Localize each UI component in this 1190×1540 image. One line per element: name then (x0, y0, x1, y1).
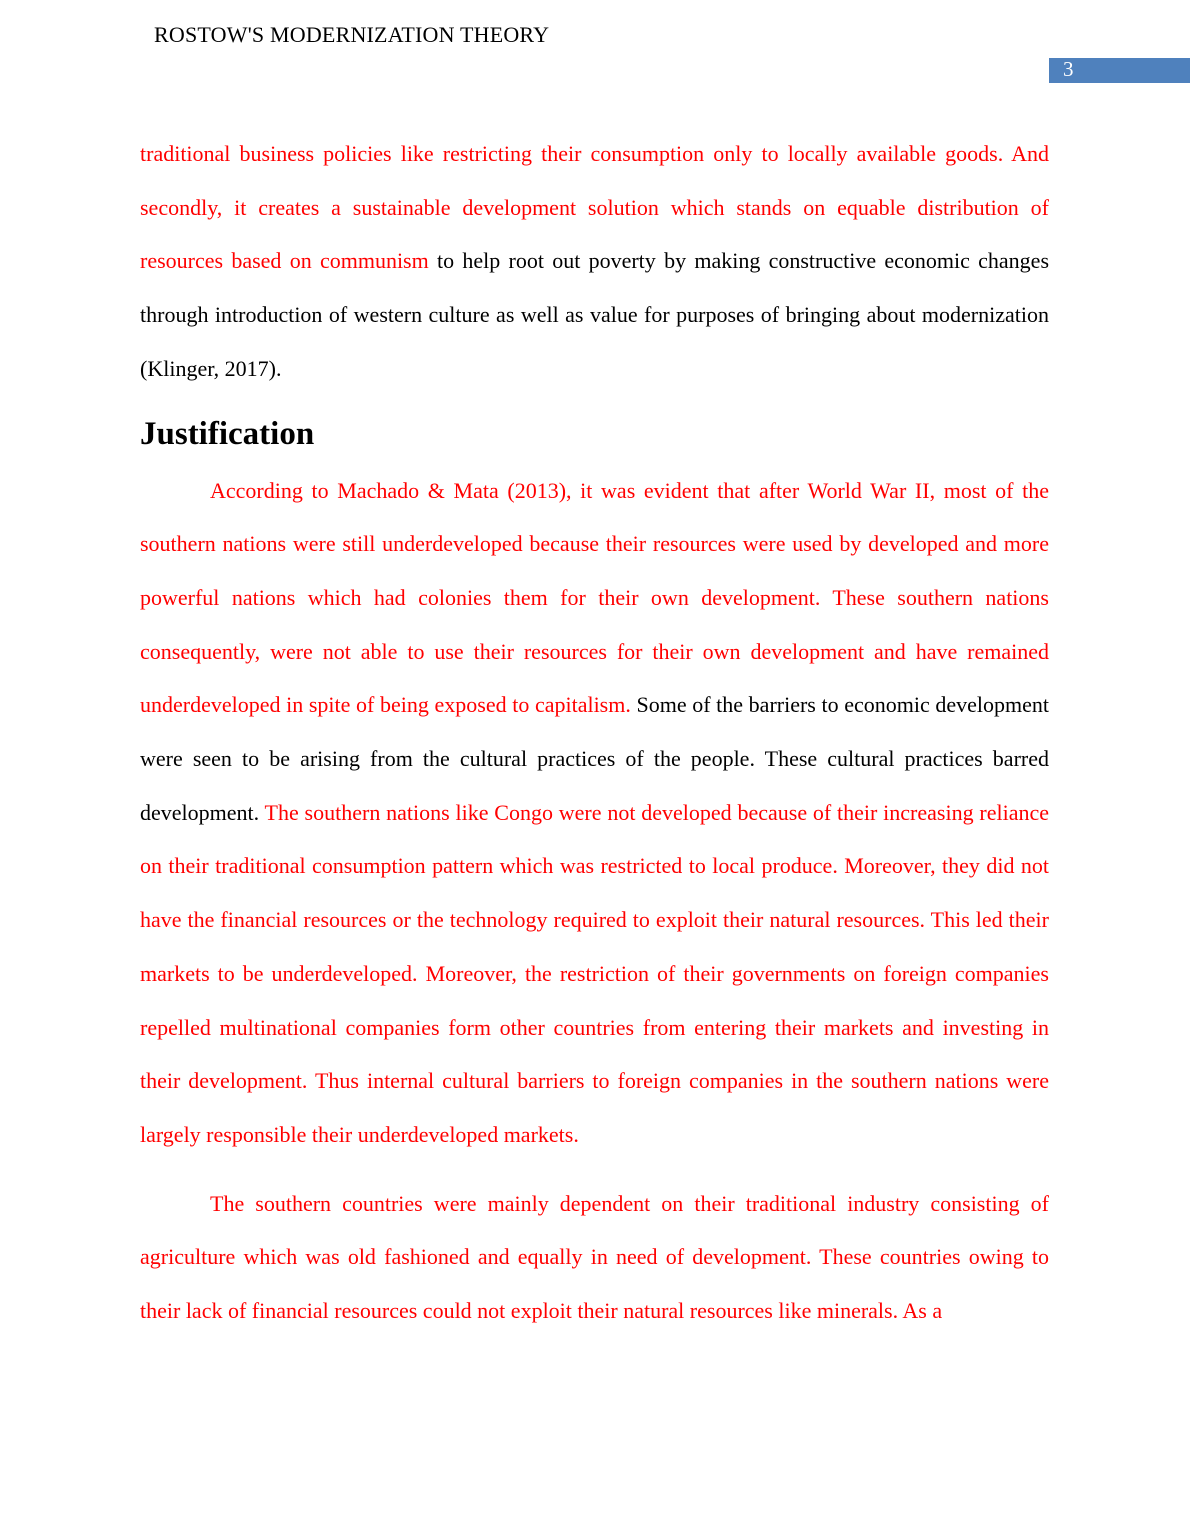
page-number-badge (1049, 58, 1190, 83)
running-head: ROSTOW'S MODERNIZATION THEORY (154, 22, 550, 47)
highlighted-text: According to Machado & Mata (2013), it was evident that after World War II, most of the southern nations were still underdeveloped because their resources were used by developed and more powerful nations which had colonies them for their own development. These southern nations consequently, were not able to use their resources for their own development and have remained underdeveloped in spite of being exposed to capitalism. (140, 477, 1049, 718)
page-number: 3 (1063, 57, 1074, 81)
paragraph-southern-countries (140, 1177, 1049, 1338)
body-text: to help root out poverty by making constructive economic changes through introduction of western culture as well as value for purposes of bringing about modernization (Klinger, 2017). (140, 248, 1050, 381)
document-body (140, 127, 1049, 1338)
highlighted-text: traditional business policies like restricting their consumption only to locally available goods. And secondly, it creates a sustainable development solution which stands on equable distribution of resources based on communism (140, 141, 1049, 274)
section-heading: Justification (140, 415, 315, 452)
body-text: Some of the barriers to economic development were seen to be arising from the cultural practices of the people. These cultural practices barred development. (140, 692, 1049, 825)
paragraph-justification (140, 464, 1049, 1162)
highlighted-text: The southern countries were mainly dependent on their traditional industry consisting of agriculture which was old fashioned and equally in need of development. These countries owing to their lack of financial resources could not exploit their natural resources like minerals. As a (140, 1190, 1049, 1324)
highlighted-text: The southern nations like Congo were not developed because of their increasing reliance on their traditional consumption pattern which was restricted to local produce. Moreover, they did not have the financial resources or the technology required to exploit their natural resources. This led their markets to be underdeveloped. Moreover, the restriction of their governments on foreign companies repelled multinational companies form other countries from entering their markets and investing in their development. Thus internal cultural barriers to foreign companies in the southern nations were largely responsible their underdeveloped markets. (140, 799, 1049, 1147)
paragraph-continuation (140, 127, 1049, 396)
